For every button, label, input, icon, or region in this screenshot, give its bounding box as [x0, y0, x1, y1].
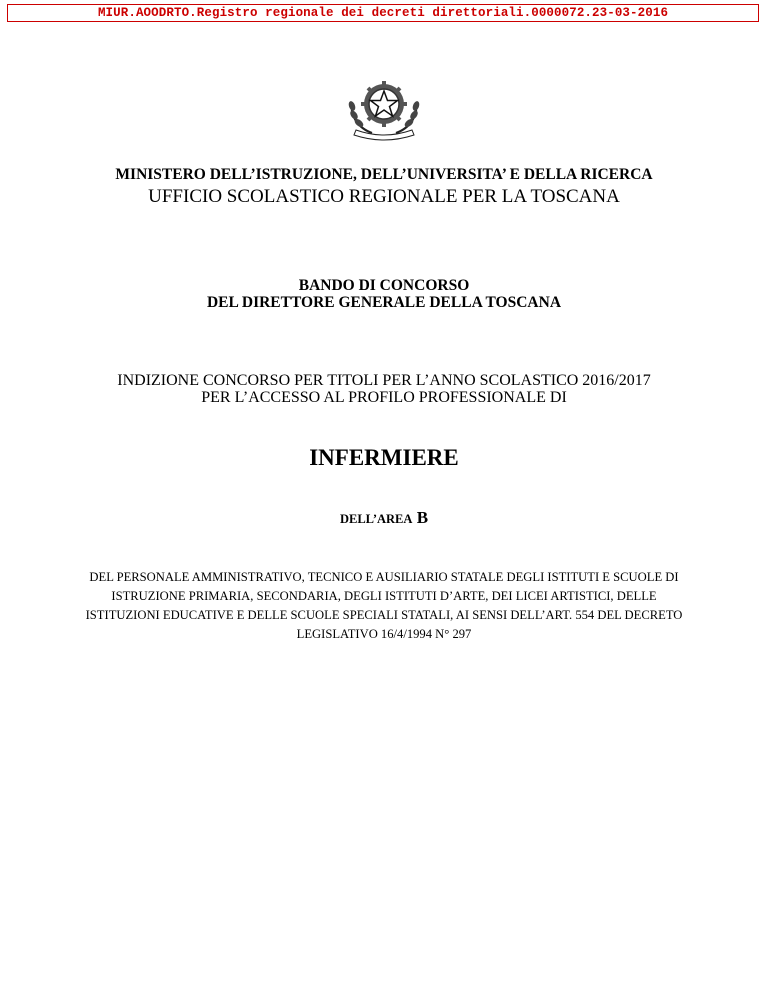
regional-office-title: UFFICIO SCOLASTICO REGIONALE PER LA TOSCANA — [148, 186, 620, 207]
area-prefix: DELL’AREA — [339, 512, 413, 526]
staff-description-line: ISTRUZIONE PRIMARIA, SECONDARIA, DEGLI ISTITUTI D’ARTE, DEI LICEI ARTISTICI, DELLE — [111, 589, 657, 603]
indizione-line-1: INDIZIONE CONCORSO PER TITOLI PER L’ANNO SCOLASTICO 2016/2017 — [117, 372, 651, 389]
staff-description-line: DEL PERSONALE AMMINISTRATIVO, TECNICO E AUSILIARIO STATALE DEGLI ISTITUTI E SCUOLE DI — [89, 570, 679, 584]
staff-description-line: ISTITUZIONI EDUCATIVE E DELLE SCUOLE SPECIALI STATALI, AI SENSI DELL’ART. 554 DEL DECRETO — [85, 608, 683, 622]
indizione-line-2: PER L’ACCESSO AL PROFILO PROFESSIONALE DI — [201, 389, 567, 406]
area-letter: B — [416, 508, 429, 527]
protocol-stamp: MIUR.AOODRTO.Registro regionale dei decreti direttoriali.0000072.23-03-2016 — [7, 4, 759, 22]
ministry-title: MINISTERO DELL’ISTRUZIONE, DELL’UNIVERSITA’ E DELLA RICERCA — [115, 166, 653, 183]
bando-subtitle: DEL DIRETTORE GENERALE DELLA TOSCANA — [206, 294, 562, 311]
staff-description — [40, 568, 728, 644]
italian-republic-emblem-icon — [334, 72, 434, 142]
profile-title: INFERMIERE — [309, 445, 459, 470]
bando-title: BANDO DI CONCORSO — [298, 277, 470, 294]
area-label — [0, 508, 768, 528]
staff-description-line: LEGISLATIVO 16/4/1994 N° 297 — [296, 627, 472, 641]
